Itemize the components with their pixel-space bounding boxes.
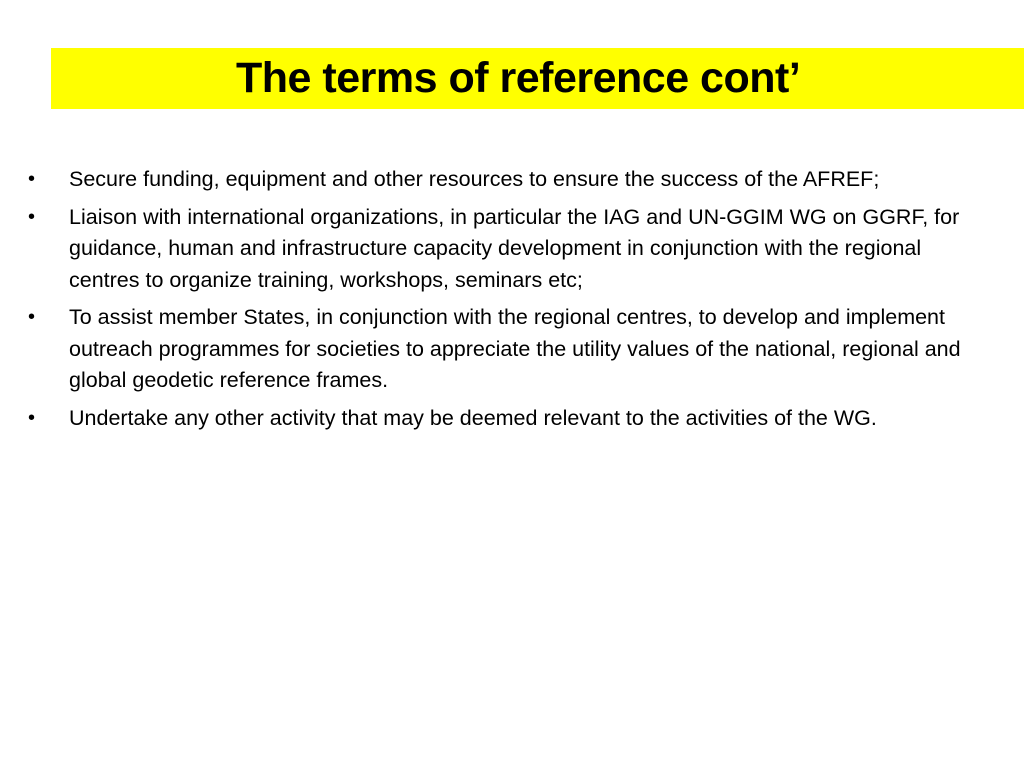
bullet-item — [26, 403, 976, 435]
bullet-item — [26, 202, 976, 297]
bullet-text: Secure funding, equipment and other resources to ensure the success of the AFREF; — [69, 167, 880, 191]
bullet-icon: • — [28, 168, 36, 190]
bullet-icon: • — [28, 205, 36, 228]
bullet-item — [26, 164, 976, 196]
bullet-text: Undertake any other activity that may be deemed relevant to the activities of the WG. — [69, 405, 877, 430]
bullet-item — [26, 302, 976, 397]
slide-title: The terms of reference cont’ — [236, 54, 801, 102]
bullet-list — [26, 164, 976, 440]
bullet-icon: • — [28, 406, 36, 429]
bullet-icon: • — [28, 306, 36, 328]
bullet-text: To assist member States, in conjunction with the regional centres, to develop and implement outreach programmes for societies to appreciate the utility values of the national, regional and global geodetic reference frames. — [69, 305, 961, 392]
bullet-text: Liaison with international organizations, in particular the IAG and UN-GGIM WG on GGRF, for guidance, human and infrastructure capacity development in conjunction with the regional centres to organize training, workshops, seminars etc; — [69, 204, 960, 292]
title-band — [51, 48, 1024, 109]
